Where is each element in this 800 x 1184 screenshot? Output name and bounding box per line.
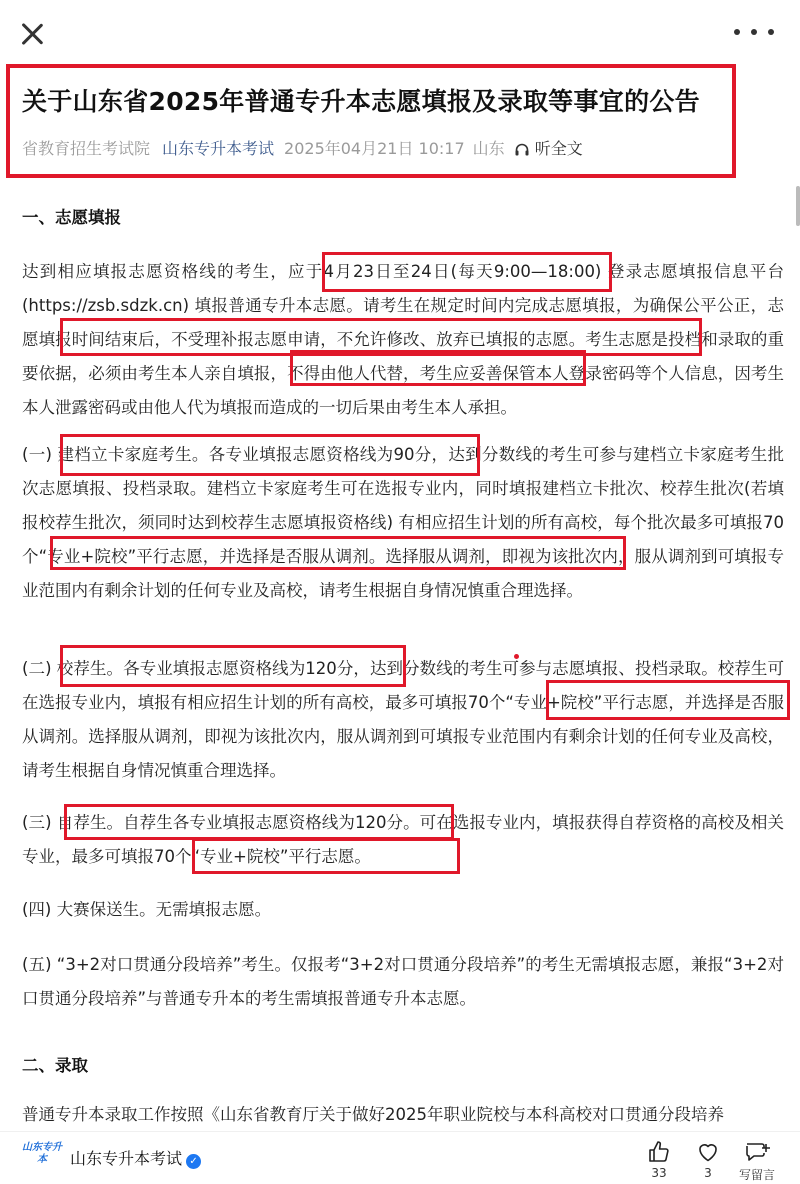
- heart-count: 3: [704, 1166, 712, 1180]
- footer-account[interactable]: [70, 1146, 201, 1169]
- favorite-button[interactable]: [683, 1140, 733, 1180]
- verified-badge-icon: ✓: [186, 1154, 201, 1169]
- headphone-icon: [515, 143, 529, 156]
- red-mark: [514, 654, 519, 659]
- more-options-icon[interactable]: [734, 24, 774, 40]
- section-title-2: 二、录取: [22, 1056, 88, 1075]
- account-link[interactable]: 山东专升本考试: [162, 139, 275, 158]
- paragraph-6: (五) “3+2对口贯通分段培养”考生。仅报考“3+2对口贯通分段培养”的考生无需填报志愿，兼报“3+2对口贯通分段培养”与普通专升本的考生需填报普通专升本志愿。: [22, 955, 784, 1008]
- listen-button[interactable]: [515, 139, 583, 158]
- close-icon[interactable]: [18, 20, 46, 48]
- paragraph-3: (二) 校荐生。各专业填报志愿资格线为120分，达到分数线的考生可参与志愿填报、投档录取。校荐生可在选报专业内，填报有相应招生计划的所有高校，最多可填报70个“专业+院校”平行志愿，并选择是否服从调剂。选择服从调剂，即视为该批次内，服从调剂到可填报专业范围内有剩余计划的任何专业及高校，请考生根据自身情况慎重合理选择。: [22, 659, 784, 780]
- footer-account-name: 山东专升本考试: [70, 1149, 183, 1168]
- like-button[interactable]: [634, 1140, 684, 1180]
- article-title: 关于山东省2025年普通专升本志愿填报及录取等事宜的公告: [22, 87, 700, 116]
- paragraph-7: 普通专升本录取工作按照《山东省教育厅关于做好2025年职业院校与本科高校对口贯通分段培养: [22, 1105, 724, 1124]
- section-title-1: 一、志愿填报: [22, 208, 121, 227]
- paragraph-5: (四) 大赛保送生。无需填报志愿。: [22, 900, 272, 919]
- like-count: 33: [651, 1166, 667, 1180]
- article-meta: [22, 137, 583, 161]
- comment-label: 写留言: [738, 1168, 775, 1182]
- publish-datetime: 2025年04月21日 10:17: [284, 139, 465, 158]
- source-label: 省教育招生考试院: [22, 139, 151, 158]
- listen-label: 听全文: [534, 139, 583, 158]
- paragraph-1: 达到相应填报志愿资格线的考生，应于4月23日至24日(每天9:00—18:00) 登录志愿填报信息平台(https://zsb.sdzk.cn) 填报普通专升本志愿。请考生在规定时间内完成志愿填报，为确保公平公正，志愿填报时间结束后，不受理补报志愿申请，不允许修改、放弃已填报的志愿。考生志愿是投档和录取的重要依据，必须由考生本人亲自填报，不得由他人代替，考生应妥善保管本人登录密码等个人信息，因考生本人泄露密码或由他人代为填报而造成的一切后果由考生本人承担。: [22, 262, 784, 417]
- comment-button[interactable]: [732, 1140, 782, 1183]
- account-logo[interactable]: 山东专升本: [22, 1142, 62, 1165]
- thumbs-up-icon: [647, 1140, 671, 1164]
- scroll-indicator[interactable]: [796, 186, 800, 226]
- paragraph-2: (一) 建档立卡家庭考生。各专业填报志愿资格线为90分，达到分数线的考生可参与建档立卡家庭考生批次志愿填报、投档录取。建档立卡家庭考生可在选报专业内，同时填报建档立卡批次、校荐生批次(若填报校荐生批次，须同时达到校荐生志愿填报资格线) 有相应招生计划的所有高校，每个批次最多可填报70个“专业+院校”平行志愿，并选择是否服从调剂。选择服从调剂，即视为该批次内，服从调剂到可填报专业范围内有剩余计划的任何专业及高校，请考生根据自身情况慎重合理选择。: [22, 445, 784, 600]
- top-bar: [0, 0, 800, 60]
- location-label: 山东: [472, 139, 505, 158]
- bottom-bar: [0, 1131, 800, 1184]
- comment-icon: [744, 1140, 770, 1164]
- heart-icon: [696, 1140, 720, 1164]
- paragraph-4: (三) 自荐生。自荐生各专业填报志愿资格线为120分。可在选报专业内，填报获得自荐资格的高校及相关专业，最多可填报70个“专业+院校”平行志愿。: [22, 813, 784, 866]
